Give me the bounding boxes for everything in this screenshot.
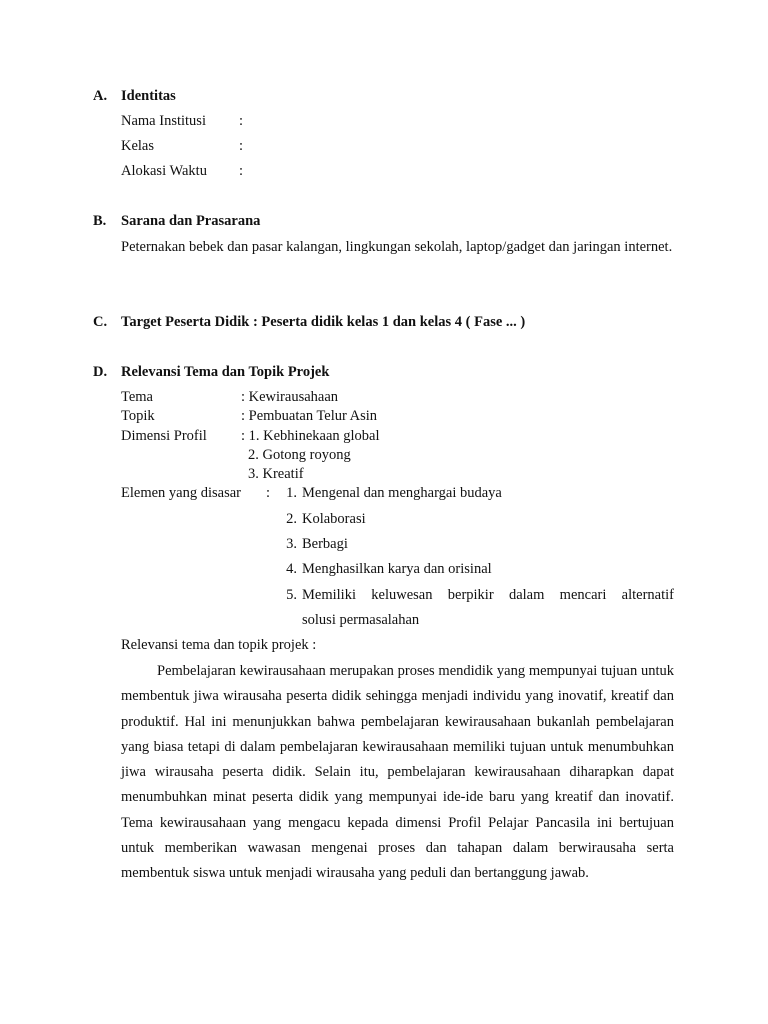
elemen-item-number: 5. — [286, 587, 297, 603]
dimensi-item: 2. Gotong royong — [248, 447, 351, 463]
nama-institusi-label: Nama Institusi — [121, 113, 206, 129]
section-d-letter: D. — [93, 364, 108, 380]
elemen-label: Elemen yang disasar — [121, 485, 241, 501]
dimensi-item: : 1. Kebhinekaan global — [241, 428, 380, 444]
elemen-item-text: Memiliki keluwesan berpikir dalam mencari alternatif — [302, 587, 674, 603]
alokasi-waktu-label: Alokasi Waktu — [121, 163, 207, 179]
section-c-heading: Target Peserta Didik : Peserta didik kelas 1 dan kelas 4 ( Fase ... ) — [121, 314, 526, 330]
sarana-text: Peternakan bebek dan pasar kalangan, lingkungan sekolah, laptop/gadget dan jaringan internet. — [121, 239, 673, 255]
elemen-item-continuation: solusi permasalahan — [302, 612, 420, 628]
kelas-label: Kelas — [121, 138, 155, 154]
elemen-item-text: Mengenal dan menghargai budaya — [302, 485, 502, 501]
dimensi-item: 3. Kreatif — [248, 466, 304, 482]
alokasi-waktu-colon: : — [239, 163, 244, 179]
section-a-heading: Identitas — [121, 88, 176, 104]
kelas-colon: : — [239, 138, 244, 154]
section-a-letter: A. — [93, 88, 108, 104]
tema-value: : Kewirausahaan — [241, 389, 339, 405]
elemen-item-number: 2. — [286, 511, 297, 527]
relevansi-label: Relevansi tema dan topik projek : — [121, 637, 317, 653]
section-c-letter: C. — [93, 314, 108, 330]
section-d-heading: Relevansi Tema dan Topik Projek — [121, 364, 330, 380]
dimensi-label: Dimensi Profil — [121, 428, 207, 444]
section-b-letter: B. — [93, 213, 107, 229]
elemen-item-number: 4. — [286, 561, 297, 577]
elemen-item-text: Berbagi — [302, 536, 348, 552]
nama-institusi-colon: : — [239, 113, 244, 129]
elemen-colon: : — [266, 485, 271, 501]
elemen-item-text: Kolaborasi — [302, 511, 366, 527]
tema-label: Tema — [121, 389, 153, 405]
topik-label: Topik — [121, 408, 155, 424]
relevansi-paragraph: Pembelajaran kewirausahaan merupakan proses mendidik yang mempunyai tujuan untuk membentuk jiwa wirausaha peserta didik sehingga menjadi individu yang inovatif, kreatif dan produktif. Hal ini menunjukkan bahwa pembelajaran kewirausahaan bukanlah pembelajaran yang biasa tetapi di dalam pembelajaran kewirausahaan memiliki tujuan untuk menumbuhkan jiwa wirausaha peserta didik. Selain itu, pembelajaran kewirausahaan diharapkan dapat menumbuhkan minat peserta didik yang mempunyai ide-ide baru yang kreatif dan inovatif. Tema kewirausahaan yang mengacu kepada dimensi Profil Pelajar Pancasila ini bertujuan untuk memberikan wawasan mengenai proses dan tahapan dalam berwirausaha serta membentuk siswa untuk menjadi wirausaha yang peduli dan bertanggung jawab. — [121, 663, 674, 882]
elemen-item-number: 3. — [286, 536, 297, 552]
elemen-item-number: 1. — [286, 485, 297, 501]
section-b-heading: Sarana dan Prasarana — [121, 213, 261, 229]
topik-value: : Pembuatan Telur Asin — [241, 408, 378, 424]
elemen-item-text: Menghasilkan karya dan orisinal — [302, 561, 492, 577]
